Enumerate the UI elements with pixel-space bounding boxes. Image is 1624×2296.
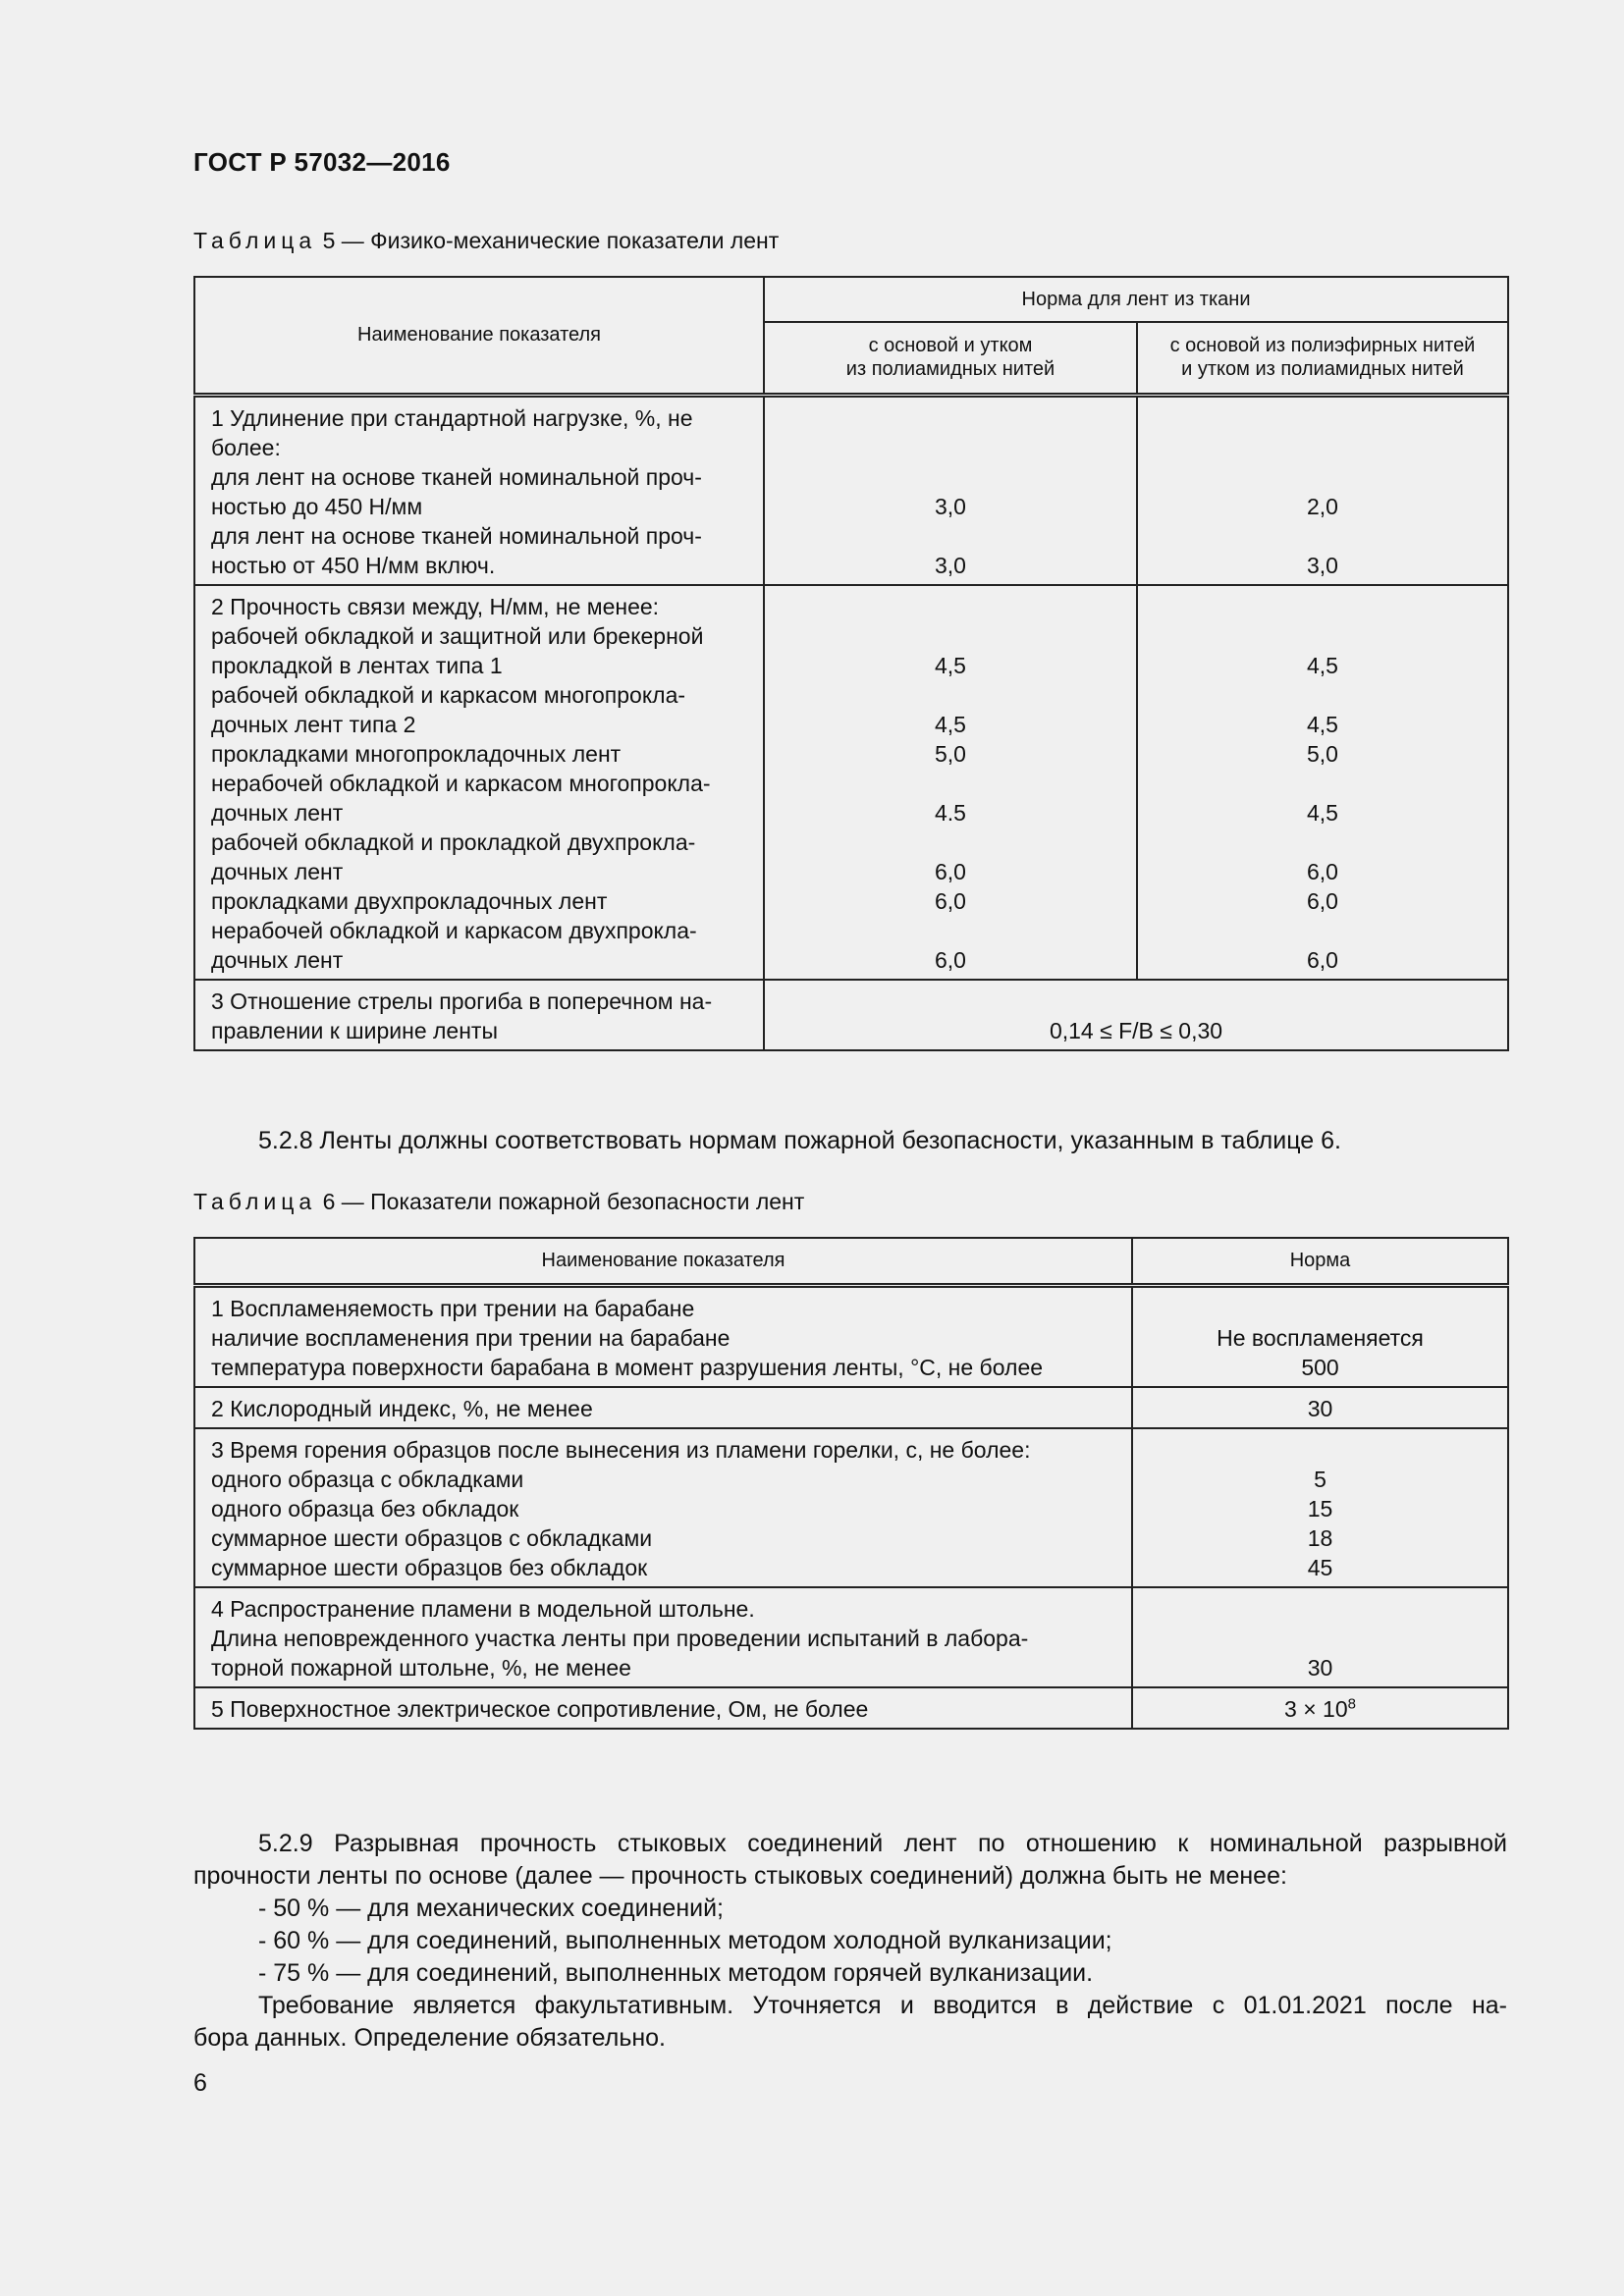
table5-caption-word: Таблица (193, 228, 317, 253)
list-item: - 75 % — для соединений, выполненных методом горячей вулканизации. (258, 1959, 1094, 1987)
table5-head-norm: Норма для лент из ткани (764, 277, 1508, 322)
paragraph-5-2-9: 5.2.9 Разрывная прочность стыковых соединений лент по отношению к номинальной разрывной прочности ленты по основе (далее — прочность стыковых соединений) должна быть не менее: - 50 % — для механических соединений; - 60 % — для соединений, выполненных методом холодной вулканизации; - 75 % — для соединений, выполненных методом горячей вулканизации. Требование является факультативным. Уточняется и вводится в действие с 01.01.2021 после на- бора данных. Определение обязательно. (193, 1830, 1507, 2052)
table6-head-name: Наименование показателя (194, 1238, 1132, 1285)
table5 (193, 276, 1509, 1051)
paragraph-5-2-8: 5.2.8 Ленты должны соответствовать нормам пожарной безопасности, указанным в таблице 6. (258, 1127, 1341, 1154)
table6-row-oxygen-index: 2 Кислородный индекс, %, не менее 30 (194, 1387, 1508, 1428)
table6-caption-title: 6 — Показатели пожарной безопасности лент (322, 1189, 805, 1214)
table6-row-flame-spread: 4 Распространение пламени в модельной штольне. Длина неповрежденного участка ленты при проведении испытаний в лабора- торной пожарной штольне, %, не менее 30 (194, 1587, 1508, 1687)
table5-caption (193, 228, 779, 254)
table6-head-norm: Норма (1132, 1238, 1508, 1285)
table5-head-name: Наименование показателя (194, 277, 764, 395)
table5-head-col1: с основой и утком из полиамидных нитей (764, 322, 1137, 395)
table6-row-resistance: 5 Поверхностное электрическое сопротивление, Ом, не более $3 \times 10^8$ (194, 1687, 1508, 1729)
list-item: - 50 % — для механических соединений; (258, 1895, 724, 1922)
document-code: ГОСТ Р 57032—2016 (193, 147, 451, 177)
page-number: 6 (193, 2069, 207, 2097)
table5-row-elongation: 1 Удлинение при стандартной нагрузке, %, не более: для лент на основе тканей номинальной проч- ностью до 450 Н/мм для лент на основе тканей номинальной проч- ностью от 450 Н/мм включ. 3,0 3,0 2,0 3,0 (194, 395, 1508, 585)
table6-caption-word: Таблица (193, 1189, 317, 1214)
table5-row-bond-strength: 2 Прочность связи между, Н/мм, не менее: рабочей обкладкой и защитной или брекерной прокладкой в лентах типа 1 рабочей обкладкой и каркасом многопрокла- дочных лент типа 2 прокладками многопрокладочных лент нерабочей обкладкой и каркасом многопрокла- дочных лент рабочей обкладкой и прокладкой двухпрокла- дочных лент прокладками двухпрокладочных лент нерабочей обкладкой и каркасом двухпрокла- дочных лент 4,5 4,5 5,0 4.5 6,0 6,0 6,0 4,5 4,5 5,0 4,5 6,0 6,0 6,0 (194, 585, 1508, 980)
table5-row-sag-ratio: 3 Отношение стрелы прогиба в поперечном на- правлении к ширине ленты 0,14 ≤ F/B ≤ 0,30 (194, 980, 1508, 1050)
table5-caption-title: 5 — Физико-механические показатели лент (322, 228, 780, 253)
resistance-value: $3 \times 10^8$ (1284, 1694, 1356, 1722)
table5-head-col2: с основой из полиэфирных нитей и утком из полиамидных нитей (1137, 322, 1508, 395)
table6-caption (193, 1189, 804, 1215)
table6 (193, 1237, 1509, 1730)
table6-row-burning-time: 3 Время горения образцов после вынесения из пламени горелки, с, не более: одного образца с обкладками одного образца без обкладок суммарное шести образцов с обкладками суммарное шести образцов без обкладок 5 15 18 45 (194, 1428, 1508, 1587)
list-item: - 60 % — для соединений, выполненных методом холодной вулканизации; (258, 1927, 1112, 1954)
table6-row-flammability: 1 Воспламеняемость при трении на барабане наличие воспламенения при трении на барабане температура поверхности барабана в момент разрушения ленты, °С, не более Не воспламеняется 500 (194, 1285, 1508, 1387)
sag-ratio-value: 0,14 ≤ F/B ≤ 0,30 (1049, 1017, 1223, 1043)
